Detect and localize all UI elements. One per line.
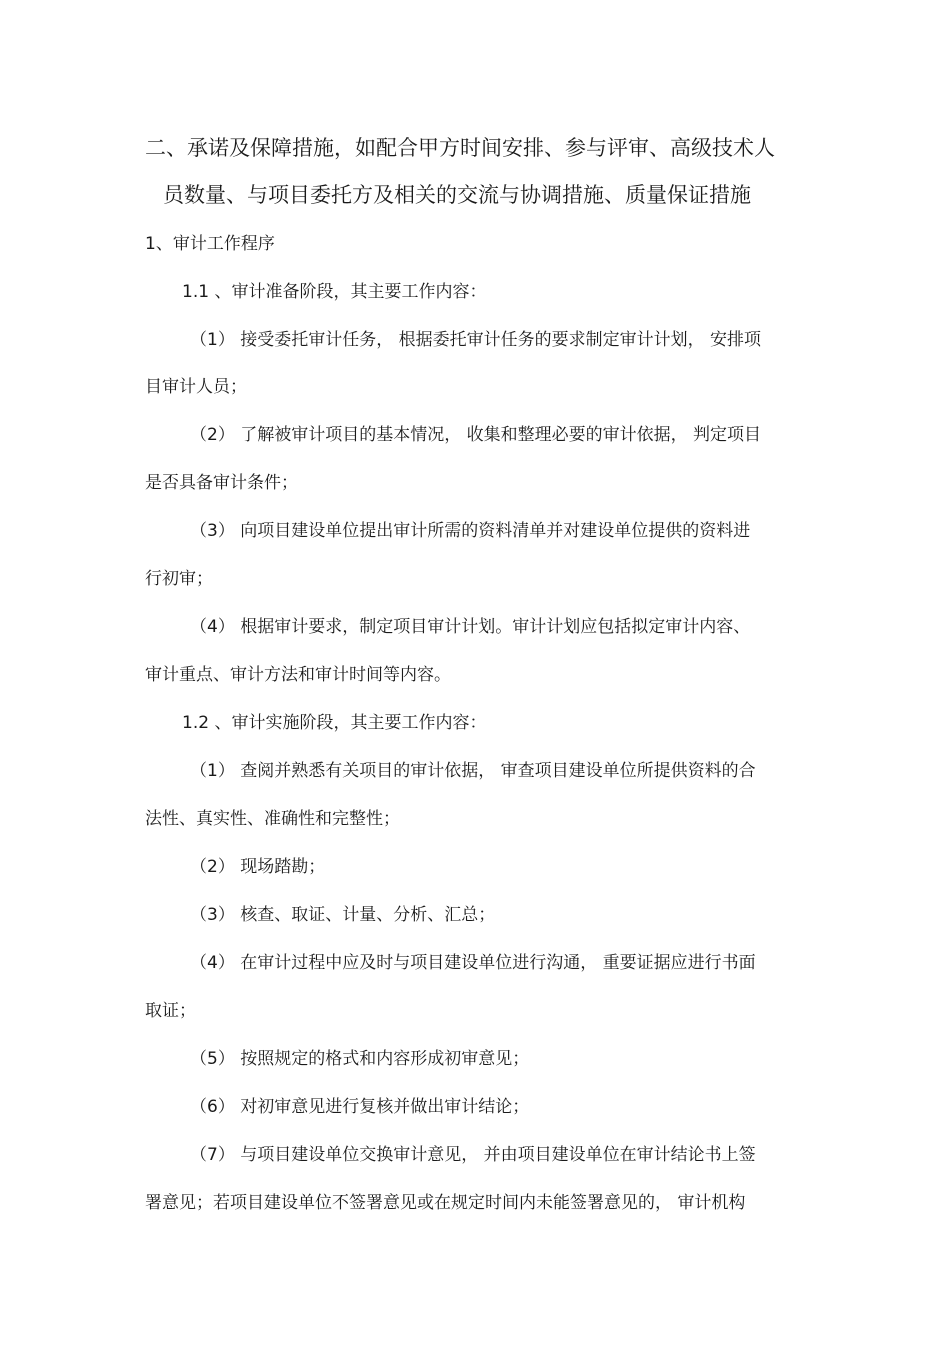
impl-item-7-line-2: 署意见；若项目建设单位不签署意见或在规定时间内未能签署意见的， 审计机构: [145, 1193, 746, 1213]
impl-item-4-line-2: 取证；: [145, 1001, 196, 1021]
impl-item-5: （5） 按照规定的格式和内容形成初审意见；: [190, 1049, 530, 1069]
prep-item-4-line-2: 审计重点、审计方法和审计时间等内容。: [145, 665, 451, 685]
section-1-heading: 1、审计工作程序: [145, 234, 275, 254]
impl-item-6: （6） 对初审意见进行复核并做出审计结论；: [190, 1097, 530, 1117]
subsection-1-1-heading: 1.1 、审计准备阶段，其主要工作内容：: [182, 282, 487, 302]
title-line-1: 二、承诺及保障措施，如配合甲方时间安排、参与评审、高级技术人: [145, 136, 775, 160]
prep-item-3-line-2: 行初审；: [145, 569, 213, 589]
prep-item-2-line-1: （2） 了解被审计项目的基本情况， 收集和整理必要的审计依据， 判定项目: [190, 425, 762, 445]
prep-item-4-line-1: （4） 根据审计要求，制定项目审计计划。审计计划应包括拟定审计内容、: [190, 617, 751, 637]
prep-item-1-line-1: （1） 接受委托审计任务， 根据委托审计任务的要求制定审计计划， 安排项: [190, 330, 762, 350]
impl-item-1-line-1: （1） 查阅并熟悉有关项目的审计依据， 审查项目建设单位所提供资料的合: [190, 761, 756, 781]
impl-item-2: （2） 现场踏勘；: [190, 857, 326, 877]
impl-item-7-line-1: （7） 与项目建设单位交换审计意见， 并由项目建设单位在审计结论书上签: [190, 1145, 756, 1165]
prep-item-2-line-2: 是否具备审计条件；: [145, 473, 298, 493]
prep-item-1-line-2: 目审计人员；: [145, 377, 247, 397]
prep-item-3-line-1: （3） 向项目建设单位提出审计所需的资料清单并对建设单位提供的资料进: [190, 521, 751, 541]
subsection-1-2-heading: 1.2 、审计实施阶段，其主要工作内容：: [182, 713, 487, 733]
impl-item-1-line-2: 法性、真实性、准确性和完整性；: [145, 809, 400, 829]
title-line-2: 员数量、与项目委托方及相关的交流与协调措施、质量保证措施: [163, 183, 751, 207]
impl-item-3: （3） 核查、取证、计量、分析、汇总；: [190, 905, 496, 925]
impl-item-4-line-1: （4） 在审计过程中应及时与项目建设单位进行沟通， 重要证据应进行书面: [190, 953, 756, 973]
